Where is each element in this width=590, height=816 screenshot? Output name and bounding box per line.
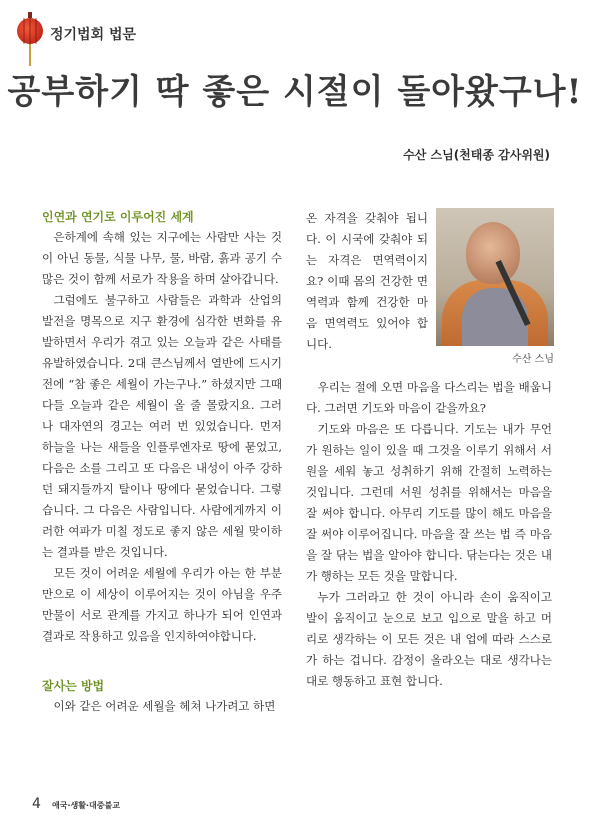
section-heading-1: 인연과 연기로 이루어진 세계	[42, 210, 194, 224]
lantern-icon	[17, 18, 43, 48]
section-heading-2: 잘사는 방법	[42, 679, 105, 693]
left-column	[42, 208, 282, 717]
article-title: 공부하기 딱 좋은 시절이 돌아왔구나!	[7, 72, 583, 112]
photo-caption: 수산 스님	[512, 354, 554, 365]
paragraph: 모든 것이 어려운 세월에 우리가 아는 한 부분만으로 이 세상이 이루어지는 것이 아님을 우주 만물이 서로 관계를 가지고 하나가 되어 인연과 결과로 작용하고 있음을 인지하여야합니다.	[42, 566, 282, 643]
paragraph: 우리는 절에 오면 마음을 다스리는 법을 배웁니다. 그러면 기도와 마음이 같을까요?	[306, 380, 552, 415]
paragraph: 온 자격을 갖춰야 됩니다. 이 시국에 갖춰야 되는 자격은 면역력이지요? 이때 몸의 건강한 면역력과 함께 건강한 마음 면역력도 있어야 합니다.	[306, 211, 428, 351]
paragraph: 기도와 마음은 또 다릅니다. 기도는 내가 무언가 원하는 일이 있을 때 그것을 이루기 위해서 서원을 세워 놓고 성취하기 위해 간절히 노력하는 것입니다. 그런데 서원 성취를 위해서는 마음을 잘 써야 합니다. 아무리 기도를 많이 해도 마음을 잘 써야 이루어집니다. 마음을 잘 쓰는 법 즉 마음을 잘 닦는 법을 알아야 합니다. 닦는다는 것은 내가 행하는 모든 것을 말합니다.	[306, 422, 552, 583]
publication-name: 애국·생활·대중불교	[52, 801, 120, 810]
section-tag: 정기법회 법문	[50, 27, 137, 43]
paragraph: 그럼에도 불구하고 사람들은 과학과 산업의 발전을 명목으로 지구 환경에 심각한 변화를 유발하면서 우리가 겪고 있는 오늘과 같은 사태를 유발하였습니다. 2대 큰스님께서 열반에 드시기 전에 “참 좋은 세월이 가는구나.” 하셨지만 그때 다들 오늘과 같은 세월이 올 줄 몰랐지요. 그러나 대자연의 경고는 여러 번 있었습니다. 먼저 하늘을 나는 새들을 인플루엔자로 땅에 묻었고, 다음은 소를 그리고 또 다음은 내성이 아주 강하던 돼지들까지 탈이나 땅에다 묻었습니다. 그렇습니다. 그 다음은 사람입니다. 사람에게까지 이러한 여파가 미칠 정도로 좋지 않은 세월 맞이하는 결과를 받은 것입니다.	[42, 293, 282, 559]
paragraph: 은하계에 속해 있는 지구에는 사람만 사는 것이 아닌 동물, 식물 나무, 물, 바람, 흙과 공기 수많은 것이 함께 서로가 작용을 하며 살아갑니다.	[42, 230, 282, 286]
paragraph: 누가 그러라고 한 것이 아니라 손이 움직이고 발이 움직이고 눈으로 보고 입으로 말을 하고 머리로 생각하는 이 모든 것은 내 업에 따라 스스로가 하는 겁니다. 감정이 올라오는 대로 생각나는 대로 행동하고 표현 합니다.	[306, 590, 552, 688]
page-footer	[32, 793, 120, 812]
page-number: 4	[32, 796, 41, 812]
right-column	[306, 208, 552, 692]
paragraph: 이와 같은 어려운 세월을 헤쳐 나가려고 하면	[53, 699, 276, 713]
author-byline: 수산 스님(천태종 감사위원)	[403, 148, 550, 162]
